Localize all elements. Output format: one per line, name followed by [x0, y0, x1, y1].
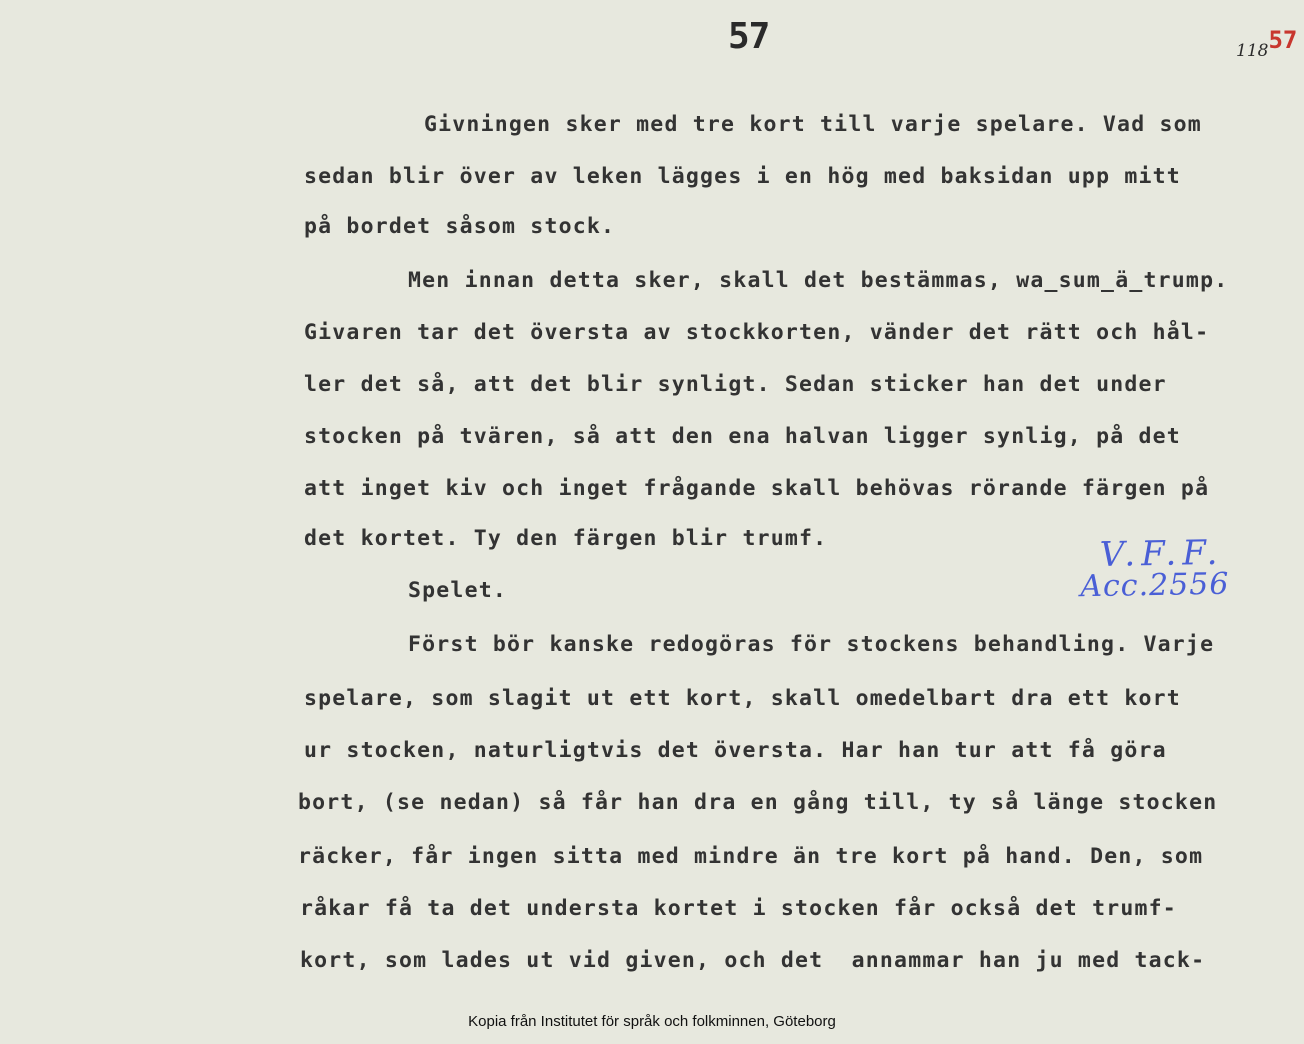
- text-line: på bordet såsom stock.: [304, 214, 616, 239]
- archive-stamp: [1079, 533, 1229, 605]
- archive-number-red: 57: [1268, 26, 1298, 54]
- text-line: råkar få ta det understa kortet i stocken får också det trumf-: [300, 896, 1177, 921]
- text-line: ur stocken, naturligtvis det översta. Har han tur att få göra: [304, 738, 1167, 763]
- text-line: bort, (se nedan) så får han dra en gång till, ty så länge stocken: [298, 790, 1218, 815]
- footer-caption: Kopia från Institutet för språk och folkminnen, Göteborg: [468, 1013, 836, 1030]
- text-line: stocken på tvären, så att den ena halvan ligger synlig, på det: [304, 424, 1181, 449]
- stamp-line-2: Acc.2556: [1080, 566, 1230, 605]
- text-line: ler det så, att det blir synligt. Sedan sticker han det under: [304, 372, 1167, 397]
- stamp-line-1: V.F.F.: [1099, 532, 1224, 575]
- text-line: Först bör kanske redogöras för stockens behandling. Varje: [408, 632, 1215, 657]
- text-line: Spelet.: [408, 578, 508, 603]
- text-line: kort, som lades ut vid given, och det annammar han ju med tack-: [300, 948, 1206, 973]
- text-line: Men innan detta sker, skall det bestämmas, wa_sum_ä_trump.: [408, 268, 1229, 293]
- text-line: spelare, som slagit ut ett kort, skall omedelbart dra ett kort: [304, 686, 1181, 711]
- text-line: Givningen sker med tre kort till varje spelare. Vad som: [424, 112, 1202, 137]
- page-number: 57: [728, 16, 770, 57]
- text-line: det kortet. Ty den färgen blir trumf.: [304, 526, 828, 551]
- text-line: sedan blir över av leken lägges i en hög med baksidan upp mitt: [304, 164, 1181, 189]
- archive-number: [1236, 26, 1298, 62]
- archive-number-handwritten: 118: [1236, 41, 1269, 61]
- text-line: att inget kiv och inget frågande skall behövas rörande färgen på: [304, 476, 1210, 501]
- text-line: räcker, får ingen sitta med mindre än tre kort på hand. Den, som: [298, 844, 1204, 869]
- text-line: Givaren tar det översta av stockkorten, vänder det rätt och hål-: [304, 320, 1210, 345]
